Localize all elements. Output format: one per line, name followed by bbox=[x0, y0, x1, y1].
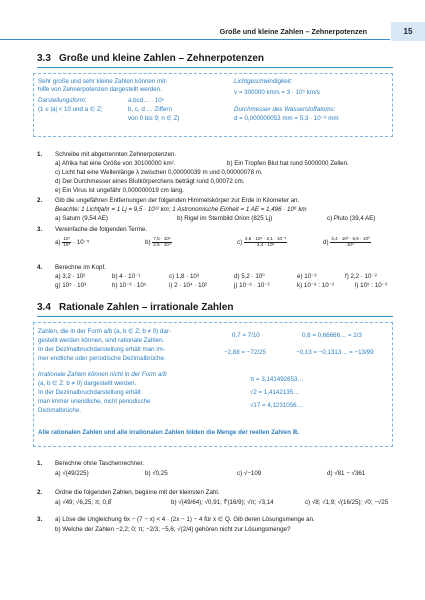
exercise-item: j) 10⁻⁸ · 10⁻² bbox=[234, 282, 270, 289]
section-title: Große und kleine Zahlen – Zehnerpotenzen bbox=[59, 53, 265, 64]
rational-line1: Zahlen, die in der Form a/b (a, b ∈ Z; b ≠ 0) dar- bbox=[38, 328, 171, 335]
definition-box-3-4 bbox=[33, 322, 393, 447]
item-label: a) bbox=[55, 238, 61, 246]
section-heading-3-3 bbox=[37, 53, 264, 66]
section-title: Rationale Zahlen – irrationale Zahlen bbox=[59, 302, 234, 313]
exercise-item: e) 10⁻³ bbox=[297, 273, 317, 280]
exercise-item: b) 4 · 10⁻¹ bbox=[112, 273, 141, 280]
exercise-item: g) 10⁵ · 10³ bbox=[55, 282, 87, 289]
section-rule bbox=[37, 316, 393, 317]
section-rule bbox=[37, 67, 393, 68]
irrational-example-1: π = 3,141492653… bbox=[250, 376, 304, 383]
exercise-item-a bbox=[55, 237, 90, 248]
item-rest: · 10⁻⁵ bbox=[73, 238, 90, 246]
irrational-line3: In der Dezimalbruchdarstellung erhält bbox=[38, 389, 141, 396]
exercise-item-b: b) √(49/64); √0,91; ∜(16/9); √π; √3,14 bbox=[171, 499, 274, 506]
exercise-task: Schreibe mit abgetrennten Zehnerpotenzen. bbox=[55, 151, 177, 158]
exercise-item-a: a) Afrika hat eine Größe von 30100000 km². bbox=[55, 160, 176, 167]
exercise-task: Gib die ungefähren Entfernungen der folgenden Himmelskörper zur Erde in Kilometer an. bbox=[55, 197, 300, 204]
irrational-line2: (a, b ∈ Z; b ≠ 0) dargestellt werden. bbox=[38, 380, 137, 387]
exercise-number: 4. bbox=[37, 264, 43, 271]
fraction bbox=[244, 237, 288, 248]
section-heading-3-4 bbox=[37, 302, 234, 315]
denominator: 10⁴ bbox=[346, 241, 354, 247]
section-number: 3.4 bbox=[37, 302, 51, 313]
exercise-item-b bbox=[145, 237, 172, 248]
exercise-item-b: b) Ein Tropfen Blut hat rund 5000000 Zellen. bbox=[227, 160, 349, 167]
definition-box-3-3 bbox=[33, 73, 393, 137]
running-title: Große und kleine Zahlen – Zehnerpotenzen bbox=[219, 27, 367, 36]
exercise-item: d) √81 − √361 bbox=[327, 470, 366, 477]
exercise-item-c bbox=[237, 237, 287, 248]
exercise-item-c: c) √8; √1,9; √(16/25); √0; −√25 bbox=[305, 499, 389, 506]
fraction bbox=[62, 237, 71, 248]
condition-line1b: b, c, d … Ziffern bbox=[128, 106, 172, 113]
exercise-item: l) 10⁵ : 10⁻³ bbox=[355, 282, 387, 289]
exercise-item-b: b) Rigel im Sternbild Orion (825 Lj) bbox=[177, 215, 273, 222]
exercise-number: 1. bbox=[37, 151, 43, 158]
rational-line4: mer endliche oder periodische Dezimalbrüche. bbox=[38, 355, 166, 362]
irrational-line4: man immer unendliche, nicht periodische bbox=[38, 398, 151, 405]
exercise-task: Berechne ohne Taschenrechner. bbox=[55, 460, 144, 467]
irrational-line5: Dezimalbrüche. bbox=[38, 407, 81, 414]
rational-example-2: 0,6 = 0,66666… = 2/3 bbox=[302, 332, 362, 339]
numerator: 4,8 · 10⁹ · 2,1 · 10⁻⁵ bbox=[244, 236, 287, 241]
exercise-number: 3. bbox=[37, 516, 43, 523]
exercise-number: 1. bbox=[37, 460, 43, 467]
exercise-item-a: a) Saturn (9,54 AE) bbox=[55, 215, 108, 222]
real-numbers-summary: Alle rationalen Zahlen und alle irrationalen Zahlen bilden die Menge der reellen Zahlen ℝ. bbox=[38, 429, 300, 436]
header-rule bbox=[0, 39, 390, 40]
light-value: v = 300000 km/s = 3 · 10⁵ km/s bbox=[234, 89, 320, 96]
exercise-number: 3. bbox=[37, 226, 43, 233]
exercise-number: 2. bbox=[37, 197, 43, 204]
exercise-item-a: a) Löse die Ungleichung 6x − (7 − x) < 4 · (2x − 1) − 4 für x ∈ Q. Gib deren Lösungsmenge an. bbox=[55, 516, 315, 523]
exercise-task: Berechne im Kopf. bbox=[55, 264, 106, 271]
numerator: 7,5 · 10⁶ bbox=[153, 236, 171, 241]
condition-line1: (1 ≤ |a| < 10 und a ∈ Z; bbox=[38, 106, 103, 113]
condition-line2: von 0 bis 9; n ∈ Z) bbox=[128, 115, 180, 122]
exercise-item-d bbox=[323, 237, 371, 248]
section-number: 3.3 bbox=[37, 53, 51, 64]
exercise-item-e: e) Ein Virus ist ungefähr 0,000000019 cm lang. bbox=[55, 187, 184, 194]
form-value: a,bcd… · 10ⁿ bbox=[128, 97, 164, 104]
fraction bbox=[330, 237, 370, 248]
fraction bbox=[152, 237, 172, 248]
denominator: 2,4 · 10⁶ bbox=[256, 241, 275, 247]
box-intro-line2: hilfe von Zehnerpotenzen dargestellt werden. bbox=[38, 86, 162, 93]
exercise-item-d: d) Der Durchmesser eines Blutkörperchens beträgt rund 0,00072 cm. bbox=[55, 178, 245, 185]
exercise-item-a: a) √49; √6,25; π; 0,8̄ bbox=[55, 499, 112, 506]
exercise-task: Ordne die folgenden Zahlen, beginne mit der kleinsten Zahl. bbox=[55, 489, 220, 496]
rational-example-1: 0,7 = 7/10 bbox=[232, 332, 260, 339]
water-label: Durchmesser des Wasserstoffatoms: bbox=[234, 106, 336, 113]
exercise-3-3-3 bbox=[37, 226, 397, 250]
item-label: b) bbox=[145, 238, 151, 246]
exercise-item: a) 3,2 · 10² bbox=[55, 273, 86, 280]
item-label: d) bbox=[323, 238, 329, 246]
exercise-note: Beachte: 1 Lichtjahr = 1 Lj = 9,5 · 10¹² km; 1 Astronomische Einheit = 1 AE = 1,496 · 10⁸ km bbox=[55, 206, 307, 213]
exercise-item: f) 2,2 · 10⁻² bbox=[345, 273, 377, 280]
box-intro-line1: Sehr große und sehr kleine Zahlen können mit- bbox=[38, 78, 168, 85]
exercise-item: c) 1,8 · 10³ bbox=[169, 273, 199, 280]
numerator: 3,4 · 10³ · 6,6 · 10³ bbox=[331, 236, 370, 241]
exercise-item-c: c) Licht hat eine Wellenlänge λ zwischen 0,00000039 m und 0,00000078 m. bbox=[55, 169, 263, 176]
exercise-task: Vereinfache die folgenden Terme. bbox=[55, 226, 148, 233]
irrational-example-3: √17 = 4,1231056… bbox=[250, 402, 303, 409]
item-label: c) bbox=[237, 238, 243, 246]
exercise-number: 2. bbox=[37, 489, 43, 496]
numerator: 10⁷ bbox=[63, 236, 71, 241]
exercise-item: d) 5,2 · 10⁰ bbox=[234, 273, 265, 280]
light-label: Lichtgeschwindigkeit: bbox=[234, 78, 293, 85]
page-number: 15 bbox=[391, 22, 425, 41]
denominator: 10⁵ bbox=[63, 241, 71, 247]
page-header bbox=[0, 0, 425, 42]
exercise-item: b) √0,25 bbox=[145, 470, 168, 477]
exercise-item: i) 2 · 10⁴ · 10² bbox=[169, 282, 208, 289]
rational-line2: gestellt werden können, sind rationale Zahlen. bbox=[38, 337, 165, 344]
water-value: d = 0,000000053 mm = 5,3 · 10⁻⁸ mm bbox=[234, 115, 339, 122]
irrational-line1: Irrationale Zahlen können nicht in der Form a/b bbox=[38, 371, 167, 378]
exercise-item-b: b) Welche der Zahlen −2,2; 0; π; −2/3; −5,6; √(2/4) gehören nicht zur Lösungsmenge? bbox=[55, 526, 291, 533]
exercise-item: a) √(49/225) bbox=[55, 470, 89, 477]
exercise-item: k) 10⁻⁸ : 10⁻² bbox=[297, 282, 334, 289]
exercise-item: c) √−109 bbox=[237, 470, 262, 477]
irrational-example-2: √2 = 1,4142135… bbox=[250, 389, 300, 396]
rational-example-4: −0,13 = −0,1313… = −13/99 bbox=[296, 349, 374, 356]
form-label: Darstellungsform: bbox=[38, 97, 87, 104]
exercise-item: h) 10⁻³ · 10⁵ bbox=[112, 282, 147, 289]
rational-example-3: −2,88 = −72/25 bbox=[224, 349, 266, 356]
rational-line3: In der Dezimalbruchdarstellung erhält man im- bbox=[38, 346, 165, 353]
denominator: 2,5 · 10⁴ bbox=[153, 241, 171, 247]
exercise-item-c: c) Pluto (39,4 AE) bbox=[327, 215, 376, 222]
